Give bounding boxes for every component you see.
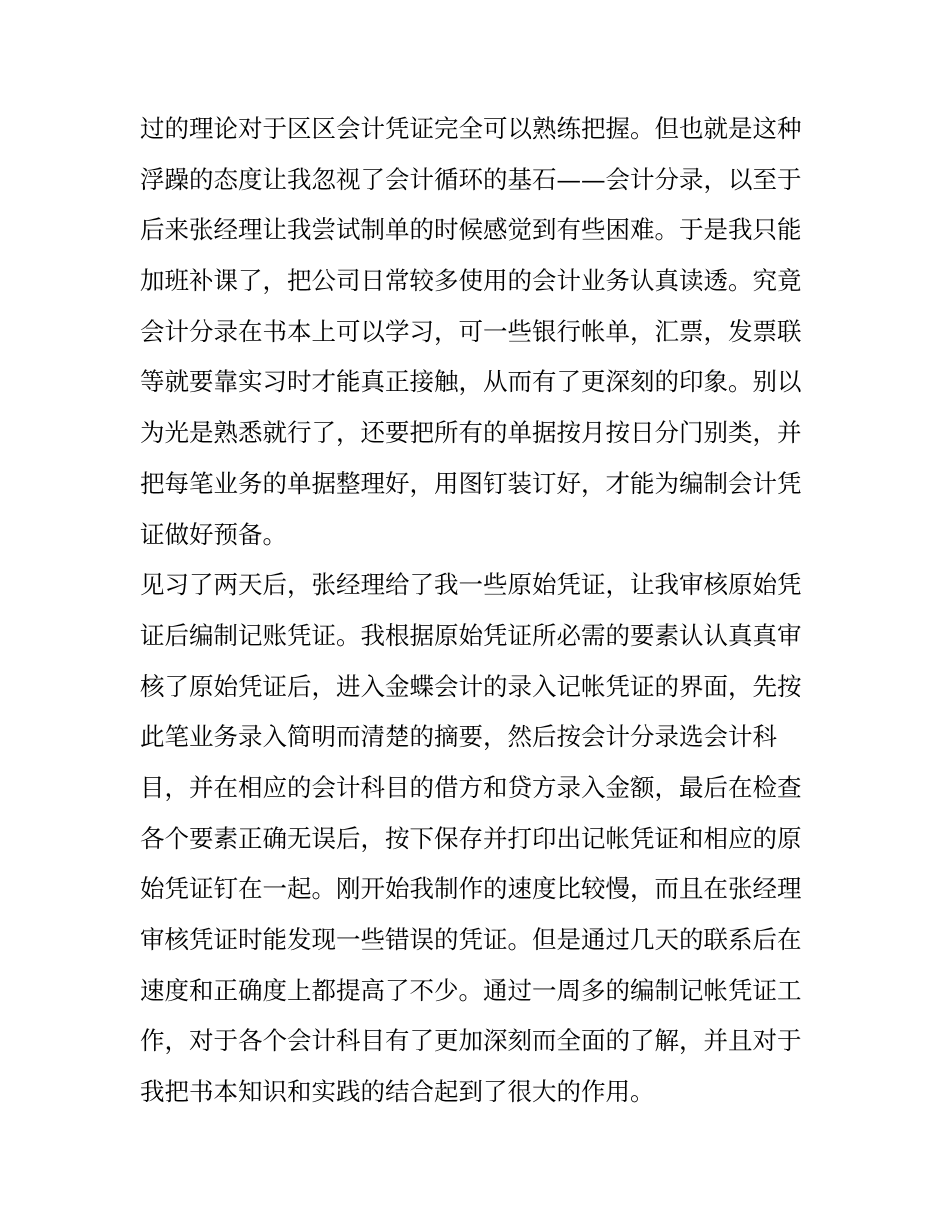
text-line: 此笔业务录入简明而清楚的摘要，然后按会计分录选会计科 (140, 722, 777, 752)
text-line: 等就要靠实习时才能真正接触，从而有了更深刻的印象。别以 (140, 367, 802, 397)
paragraph-1 (140, 104, 820, 560)
text-line: 我把书本知识和实践的结合起到了很大的作用。 (140, 1077, 655, 1107)
text-line: 会计分录在书本上可以学习，可一些银行帐单，汇票，发票联 (140, 316, 802, 346)
text-line: 浮躁的态度让我忽视了会计循环的基石——会计分录，以至于 (140, 164, 802, 194)
text-line: 目，并在相应的会计科目的借方和贷方录入金额，最后在检查 (140, 772, 802, 802)
text-line: 核了原始凭证后，进入金蝶会计的录入记帐凭证的界面，先按 (140, 671, 802, 701)
text-line: 速度和正确度上都提高了不少。通过一周多的编制记帐凭证工 (140, 975, 802, 1005)
text-line: 审核凭证时能发现一些错误的凭证。但是通过几天的联系后在 (140, 925, 802, 954)
text-line: 证后编制记账凭证。我根据原始凭证所必需的要素认认真真审 (140, 620, 802, 650)
text-line: 各个要素正确无误后，按下保存并打印出记帐凭证和相应的原 (140, 823, 802, 853)
text-line: 见习了两天后，张经理给了我一些原始凭证，让我审核原始凭 (140, 570, 802, 600)
text-line: 加班补课了，把公司日常较多使用的会计业务认真读透。究竟 (140, 266, 802, 296)
text-line: 后来张经理让我尝试制单的时候感觉到有些困难。于是我只能 (140, 215, 802, 245)
body-text (140, 104, 820, 1118)
paragraph-2 (140, 560, 820, 1118)
text-line: 始凭证钉在一起。刚开始我制作的速度比较慢，而且在张经理 (140, 874, 802, 904)
text-line: 为光是熟悉就行了，还要把所有的单据按月按日分门别类，并 (140, 418, 802, 448)
text-line: 过的理论对于区区会计凭证完全可以熟练把握。但也就是这种 (140, 114, 802, 143)
text-line: 把每笔业务的单据整理好，用图钉装订好，才能为编制会计凭 (140, 468, 802, 498)
text-line: 证做好预备。 (140, 519, 287, 549)
text-line: 作，对于各个会计科目有了更加深刻而全面的了解，并且对于 (140, 1026, 802, 1056)
